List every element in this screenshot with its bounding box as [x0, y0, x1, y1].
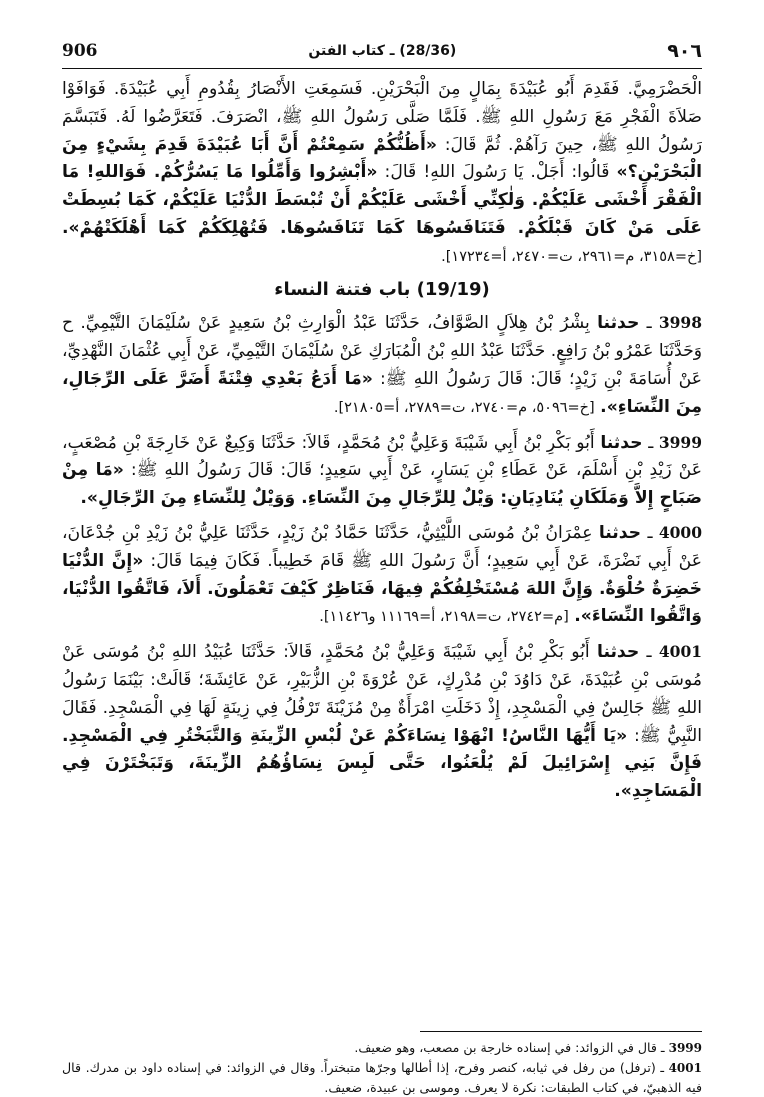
hadith-isnad: أَبُو بَكْرِ بْنُ أَبِي شَيْبَةَ وَعَلِيُّ بْنُ مُحَمَّدٍ، قَالاَ: حَدَّثَنَا عُبَيْدُ اللهِ بْنُ مُوسَى عَنْ مُوسَى بْنِ عُبَيْدَةَ، عَنْ دَاوُدَ بْنِ مُدْرِكٍ، عَنْ عُرْوَةَ بْنِ الزُّبَيْرِ، عَنْ عَائِشَةَ؛ قَالَتْ: بَيْنَمَا رَسُولُ اللهِ ﷺ جَالِسٌ فِي الْمَسْجِدِ، إِذْ دَخَلَتِ امْرَأَةٌ مِنْ مُزَيْنَةَ تَرْفُلُ فِي زِينَةٍ لَهَا فِي الْمَسْجِدِ. فَقَالَ النَّبِيُّ ﷺ:	[62, 642, 702, 746]
hadith-isnad: أَبُو بَكْرِ بْنُ أَبِي شَيْبَةَ وَعَلِيُّ بْنُ مُحَمَّدٍ، قَالاَ: حَدَّثَنَا وَكِيعٌ عَنْ خَارِجَةَ بْنِ مُصْعَبٍ، عَنْ زَيْدِ بْنِ أَسْلَمَ، عَنْ عَطَاءِ بْنِ يَسَارٍ، عَنْ أَبِي سَعِيدٍ؛ قَالَ: قَالَ رَسُولُ اللهِ ﷺ:	[62, 432, 703, 481]
intro-text-2: قَالُوا: أَجَلْ. يَا رَسُولَ اللهِ! قَالَ:	[384, 162, 610, 183]
prophet-quote: «أَبْشِرُوا وَأَمِّلُوا مَا يَسُرُّكُمْ. فَوَاللهِ! مَا الْفَقْرَ أَخْشَى عَلَيْكُمْ. وَلٰكِنِّي أَخْشَى عَلَيْكُمْ أَنْ تُبْسَطَ الدُّنْيَا عَلَيْكُمْ، كَمَا بُسِطَتْ عَلَى مَنْ كَانَ قَبْلَكُمْ. فَتَنَافَسُوهَا كَمَا تَنَافَسُوهَا. فَتُهْلِكَكُمْ كَمَا أَهْلَكَتْهُمْ».	[62, 162, 702, 238]
page-number-arabic: ٩٠٦	[667, 40, 702, 62]
hadith-references: [م=٢٧٤٢، ت=٢١٩٨، أ=١١١٦٩ و١١٤٢٦].	[319, 609, 569, 626]
header-rule	[62, 68, 702, 69]
hadith-number: 3998	[658, 313, 702, 333]
prophet-quote: «أَظُنُّكُمْ سَمِعْتُمْ أَنَّ أَبَا عُبَيْدَةَ قَدِمَ بِشَيْءٍ مِنَ الْبَحْرَيْنِ؟»	[62, 134, 702, 183]
hadith-matn: «مَا أَدَعُ بَعْدِي فِتْنَةً أَضَرَّ عَلَى الرِّجَالِ، مِنَ النِّسَاءِ».	[62, 368, 702, 417]
footnote-text: ـ قال في الزوائد: في إسناده خارجة بن مصعب، وهو ضعيف.	[354, 1040, 665, 1055]
footnote-3999	[62, 1038, 702, 1058]
intro-paragraph	[62, 76, 702, 272]
hadith-number: 4000	[658, 522, 702, 542]
hadith-matn: «إِنَّ الدُّنْيَا خَضِرَةٌ حُلْوَةٌ. وَإِنَّ اللهَ مُسْتَخْلِفُكُمْ فِيهَا، فَنَاظِرٌ كَيْفَ تَعْمَلُونَ. أَلاَ، فَاتَّقُوا الدُّنْيَا، وَاتَّقُوا النِّسَاءَ».	[62, 550, 702, 627]
intro-text-1: الْحَضْرَمِيَّ. فَقَدِمَ أَبُو عُبَيْدَةَ بِمَالٍ مِنَ الْبَحْرَيْنِ. فَسَمِعَتِ الأَنْصَارُ بِقُدُومِ أَبِي عُبَيْدَةَ. فَوَافَوْا صَلاَةَ الْفَجْرِ مَعَ رَسُولِ اللهِ ﷺ. فَلَمَّا صَلَّى رَسُولُ اللهِ ﷺ، انْصَرَفَ. فَتَعَرَّضُوا لَهُ. فَتَبَسَّمَ رَسُولُ اللهِ ﷺ، حِينَ رَآهُمْ. ثُمَّ قَالَ:	[62, 79, 703, 155]
hadith-isnad: عِمْرَانُ بْنُ مُوسَى اللَّيْثِيُّ، حَدَّثَنَا حَمَّادُ بْنُ زَيْدٍ، حَدَّثَنَا عَلِيُّ بْنُ زَيْدِ بْنِ جُدْعَانَ، عَنْ أَبِي نَضْرَةَ، عَنْ أَبِي سَعِيدٍ؛ أَنَّ رَسُولَ اللهِ ﷺ قَامَ خَطِيباً. فَكَانَ فِيمَا قَالَ:	[62, 522, 702, 571]
hadith-references: [خ=٣١٥٨، م=٢٩٦١، ت=٢٤٧٠، أ=١٧٢٣٤].	[441, 248, 702, 265]
main-text	[62, 76, 702, 806]
footnote-number: 3999	[668, 1041, 702, 1055]
narration-keyword: حدثنا	[597, 313, 640, 334]
hadith-number: 3999	[658, 432, 702, 452]
hadith-3999: 3999 ـ حدثنا أَبُو بَكْرِ بْنُ أَبِي شَيْبَةَ وَعَلِيُّ بْنُ مُحَمَّدٍ، قَالاَ: حَدَّثَنَا وَكِيعٌ عَنْ خَارِجَةَ بْنِ مُصْعَبٍ، عَنْ زَيْدِ بْنِ أَسْلَمَ، عَنْ عَطَاءِ بْنِ يَسَارٍ، عَنْ أَبِي سَعِيدٍ؛ قَالَ: قَالَ رَسُولُ اللهِ ﷺ: «مَا مِنْ صَبَاحٍ إِلاَّ وَمَلَكَانِ يُنَادِيَانِ: وَيْلٌ لِلرِّجَالِ مِنَ النِّسَاءِ. وَوَيْلٌ لِلنِّسَاءِ مِنَ الرِّجَالِ».	[62, 432, 703, 509]
page-header	[62, 36, 702, 66]
hadith-references: [خ=٥٠٩٦، م=٢٧٤٠، ت=٢٧٨٩، أ=٢١٨٠٥].	[333, 399, 595, 416]
hadith-isnad: بِشْرُ بْنُ هِلاَلٍ الصَّوَّافُ، حَدَّثَنَا عَبْدُ الْوَارِثِ بْنُ سَعِيدٍ عَنْ سُلَيْمَانَ التَّيْمِيِّ. ح وَحَدَّثَنَا عَمْرُو بْنُ رَافِعٍ. حَدَّثَنَا عَبْدُ اللهِ بْنُ الْمُبَارَكِ عَنْ سُلَيْمَانَ التَّيْمِيِّ، عَنْ أَبِي عُثْمَانَ النَّهْدِيِّ، عَنْ أُسَامَةَ بْنِ زَيْدٍ؛ قَالَ: قَالَ رَسُولُ اللهِ ﷺ:	[62, 313, 703, 389]
narration-keyword: حدثنا	[598, 522, 642, 543]
hadith-4000: 4000 ـ حدثنا عِمْرَانُ بْنُ مُوسَى اللَّيْثِيُّ، حَدَّثَنَا حَمَّادُ بْنُ زَيْدٍ، حَدَّثَنَا عَلِيُّ بْنُ زَيْدِ بْنِ جُدْعَانَ، عَنْ أَبِي نَضْرَةَ، عَنْ أَبِي سَعِيدٍ؛ أَنَّ رَسُولَ اللهِ ﷺ قَامَ خَطِيباً. فَكَانَ فِيمَا قَالَ: «إِنَّ الدُّنْيَا خَضِرَةٌ حُلْوَةٌ. وَإِنَّ اللهَ مُسْتَخْلِفُكُمْ فِيهَا، فَنَاظِرٌ كَيْفَ تَعْمَلُونَ. أَلاَ، فَاتَّقُوا الدُّنْيَا، وَاتَّقُوا النِّسَاءَ». [م=٢٧٤٢، ت=٢١٩٨، أ=١١١٦٩ و١١٤٢٦].	[62, 522, 702, 627]
hadith-number: 4001	[658, 642, 703, 662]
footnote-4001	[62, 1058, 702, 1097]
hadith-3998: 3998 ـ حدثنا بِشْرُ بْنُ هِلاَلٍ الصَّوَّافُ، حَدَّثَنَا عَبْدُ الْوَارِثِ بْنُ سَعِيدٍ عَنْ سُلَيْمَانَ التَّيْمِيِّ. ح وَحَدَّثَنَا عَمْرُو بْنُ رَافِعٍ. حَدَّثَنَا عَبْدُ اللهِ بْنُ الْمُبَارَكِ عَنْ سُلَيْمَانَ التَّيْمِيِّ، عَنْ أَبِي عُثْمَانَ النَّهْدِيِّ، عَنْ أُسَامَةَ بْنِ زَيْدٍ؛ قَالَ: قَالَ رَسُولُ اللهِ ﷺ: «مَا أَدَعُ بَعْدِي فِتْنَةً أَضَرَّ عَلَى الرِّجَالِ، مِنَ النِّسَاءِ». [خ=٥٠٩٦، م=٢٧٤٠، ت=٢٧٨٩، أ=٢١٨٠٥].	[62, 313, 703, 417]
page-number-latin: 906	[62, 41, 98, 61]
footnote-text: ـ (ترفل) من رفل في ثيابه، كنصر وفرح، إذا أطالها وجرّها متبختراً. وقال في الزوائد: في إسناده داود بن مدرك. قال فيه الذهبيّ، في كتاب الطبقات: نكرة لا يعرف. وموسى بن عبيدة، ضعيف.	[62, 1060, 702, 1095]
chapter-heading: (19/19) باب فتنة النساء	[274, 278, 490, 300]
footnote-number: 4001	[668, 1061, 702, 1075]
narration-keyword: حدثنا	[600, 432, 643, 453]
hadith-matn: «مَا مِنْ صَبَاحٍ إِلاَّ وَمَلَكَانِ يُنَادِيَانِ: وَيْلٌ لِلرِّجَالِ مِنَ النِّسَاءِ. وَوَيْلٌ لِلنِّسَاءِ مِنَ الرِّجَالِ».	[62, 460, 702, 509]
hadith-matn: «يَا أَيُّهَا النَّاسُ! انْهَوْا نِسَاءَكُمْ عَنْ لُبْسِ الزِّينَةِ وَالتَّبَخْتُرِ فِي الْمَسْجِدِ. فَإِنَّ بَنِي إِسْرَائِيلَ لَمْ يُلْعَنُوا، حَتَّى لَبِسَ نِسَاؤُهُمُ الزِّينَةَ، وَتَبَخْتَرْنَ فِي الْمَسَاجِدِ».	[62, 725, 702, 802]
footnotes	[62, 1038, 702, 1097]
narration-keyword: حدثنا	[596, 642, 640, 663]
footnote-separator	[420, 1031, 702, 1032]
running-title: (28/36) ـ كتاب الفتن	[308, 43, 457, 59]
hadith-4001: 4001 ـ حدثنا أَبُو بَكْرِ بْنُ أَبِي شَيْبَةَ وَعَلِيُّ بْنُ مُحَمَّدٍ، قَالاَ: حَدَّثَنَا عُبَيْدُ اللهِ بْنُ مُوسَى عَنْ مُوسَى بْنِ عُبَيْدَةَ، عَنْ دَاوُدَ بْنِ مُدْرِكٍ، عَنْ عُرْوَةَ بْنِ الزُّبَيْرِ، عَنْ عَائِشَةَ؛ قَالَتْ: بَيْنَمَا رَسُولُ اللهِ ﷺ جَالِسٌ فِي الْمَسْجِدِ، إِذْ دَخَلَتِ امْرَأَةٌ مِنْ مُزَيْنَةَ تَرْفُلُ فِي زِينَةٍ لَهَا فِي الْمَسْجِدِ. فَقَالَ النَّبِيُّ ﷺ: «يَا أَيُّهَا النَّاسُ! انْهَوْا نِسَاءَكُمْ عَنْ لُبْسِ الزِّينَةِ وَالتَّبَخْتُرِ فِي الْمَسْجِدِ. فَإِنَّ بَنِي إِسْرَائِيلَ لَمْ يُلْعَنُوا، حَتَّى لَبِسَ نِسَاؤُهُمُ الزِّينَةَ، وَتَبَخْتَرْنَ فِي الْمَسَاجِدِ».	[62, 642, 703, 802]
